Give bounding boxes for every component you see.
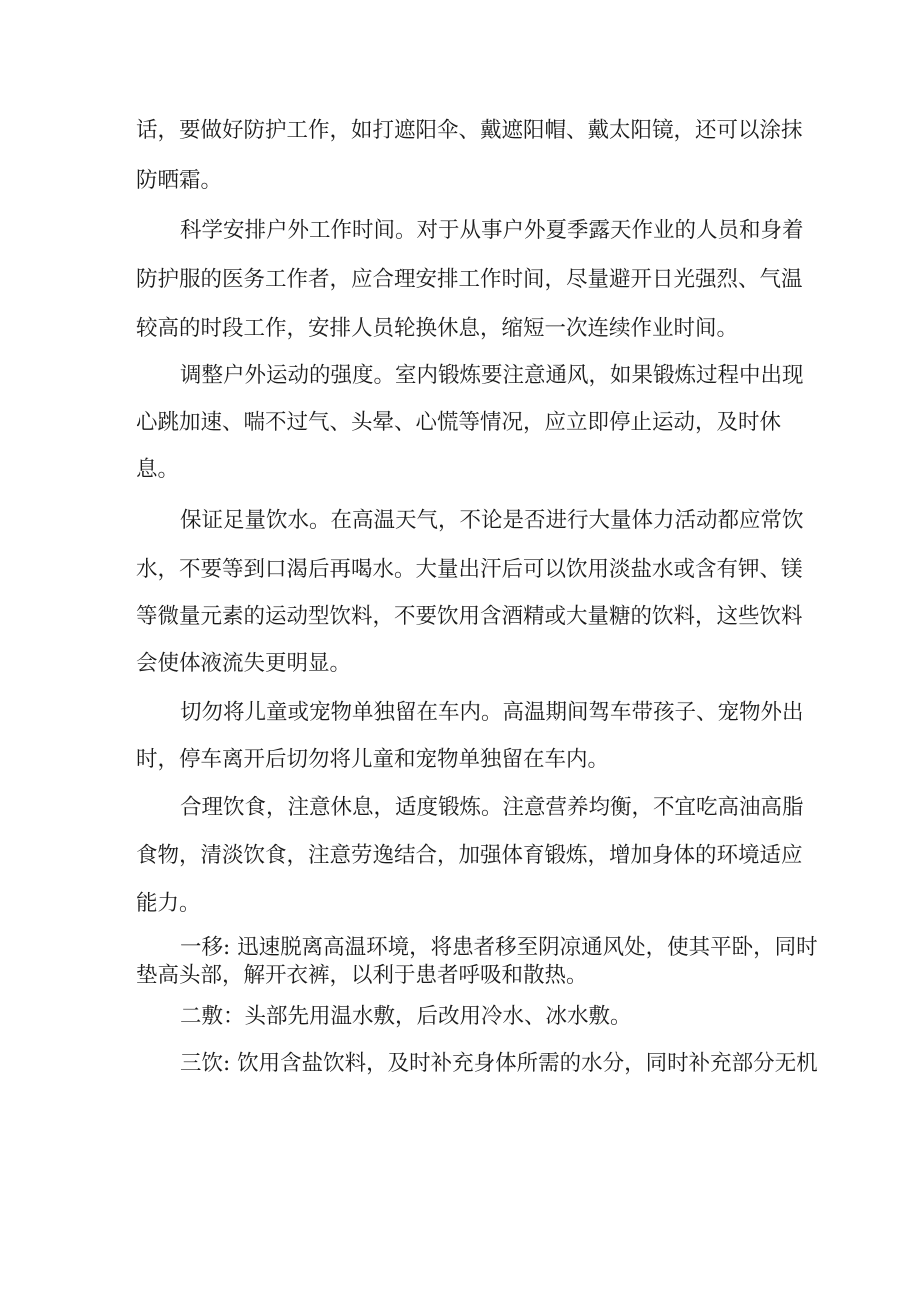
paragraph-heading-line: 保证足量饮水。在高温天气，不论是否进行大量体力活动都应常饮 — [180, 508, 804, 533]
text-line: 能力。 — [136, 891, 201, 916]
text-line: 较高的时段工作，安排人员轮换休息，缩短一次连续作业时间。 — [136, 316, 739, 341]
first-aid-step-line: 一移: 迅速脱离高温环境，将患者移至阴凉通风处，使其平卧，同时 — [180, 935, 818, 960]
paragraph-heading-line: 合理饮食，注意休息，适度锻炼。注意营养均衡，不宜吃高油高脂 — [180, 795, 804, 820]
text-line: 防护服的医务工作者，应合理安排工作时间，尽量避开日光强烈、气温 — [136, 267, 803, 292]
paragraph-heading-line: 切勿将儿童或宠物单独留在车内。高温期间驾车带孩子、宠物外出 — [180, 700, 804, 725]
text-line: 会使体液流失更明显。 — [136, 651, 352, 676]
paragraph-heading-line: 调整户外运动的强度。室内锻炼要注意通风，如果锻炼过程中出现 — [180, 363, 804, 388]
text-line: 时，停车离开后切勿将儿童和宠物单独留在车内。 — [136, 747, 610, 772]
text-line: 息。 — [136, 457, 180, 482]
text-line: 心跳加速、喘不过气、头晕、心慌等情况，应立即停止运动，及时休 — [136, 410, 782, 435]
first-aid-step-line: 二敷：头部先用温水敷，后改用冷水、冰水敷。 — [180, 1004, 632, 1029]
first-aid-step-line: 三饮: 饮用含盐饮料，及时补充身体所需的水分，同时补充部分无机 — [180, 1051, 818, 1076]
text-line: 垫高头部，解开衣裤，以利于患者呼吸和散热。 — [136, 963, 588, 988]
text-line: 防晒霜。 — [136, 168, 223, 193]
text-line: 食物，清淡饮食，注意劳逸结合，加强体育锻炼，增加身体的环境适应 — [136, 843, 803, 868]
text-line: 话，要做好防护工作，如打遮阳伞、戴遮阳帽、戴太阳镜，还可以涂抹 — [136, 118, 803, 143]
paragraph-heading-line: 科学安排户外工作时间。对于从事户外夏季露天作业的人员和身着 — [180, 218, 804, 243]
text-line: 水，不要等到口渴后再喝水。大量出汗后可以饮用淡盐水或含有钾、镁 — [136, 557, 803, 582]
text-line: 等微量元素的运动型饮料，不要饮用含酒精或大量糖的饮料，这些饮料 — [136, 604, 803, 629]
